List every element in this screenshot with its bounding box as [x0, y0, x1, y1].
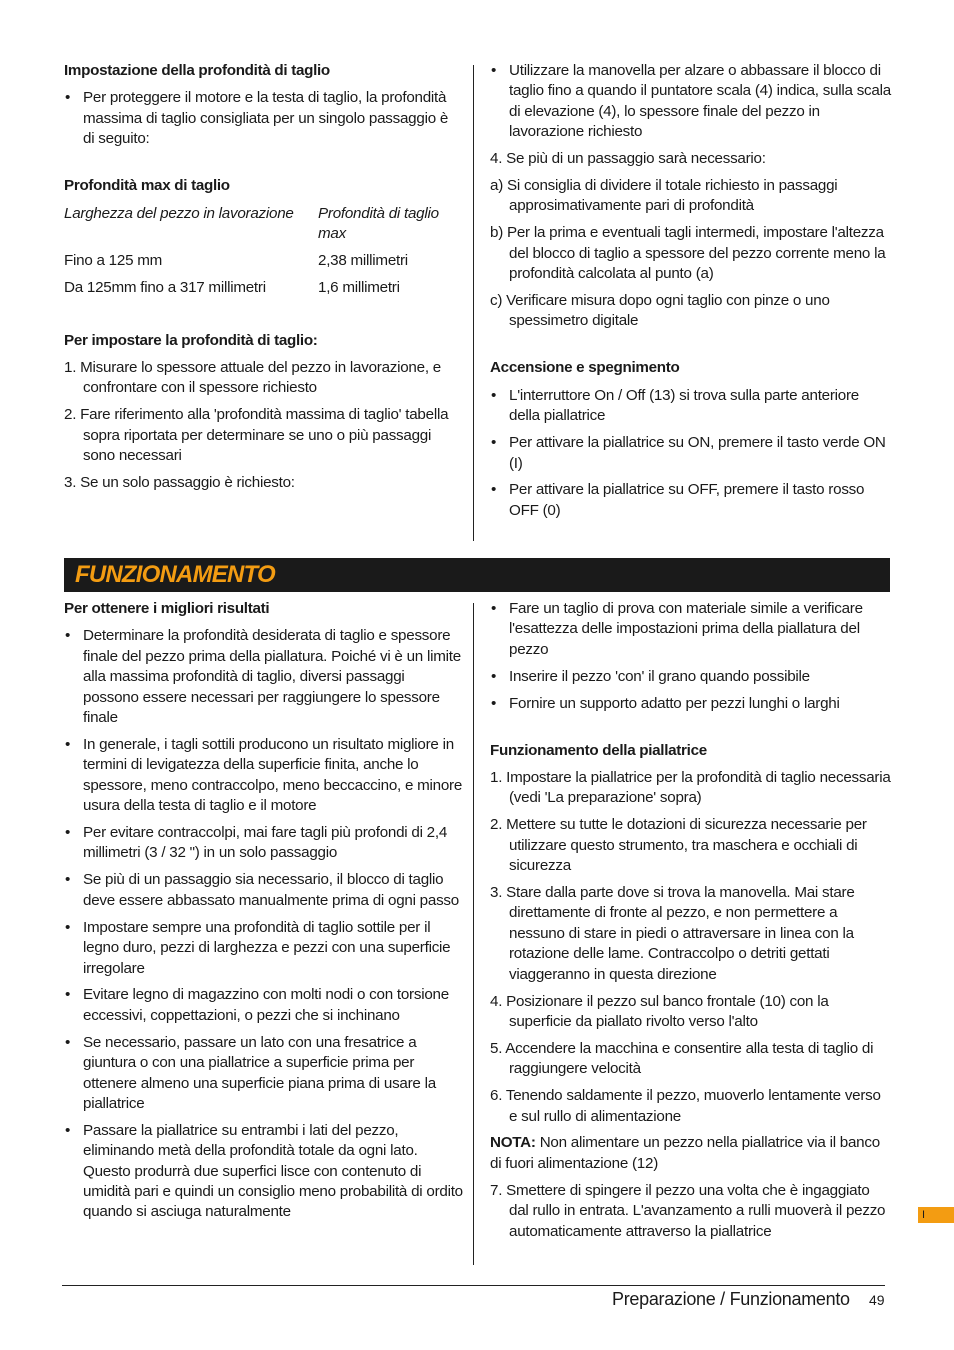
- section-title: FUNZIONAMENTO: [75, 561, 275, 588]
- table-cell: Fino a 125 mm: [64, 251, 163, 269]
- list-item: c) Verificare misura dopo ogni taglio con pinze o uno spessimetro digitale: [490, 292, 830, 330]
- table-cell: Da 125mm fino a 317 millimetri: [64, 278, 266, 296]
- list-item: • Passare la piallatrice su entrambi i lati del pezzo, eliminando metà della profondità totale da ogni lato. Questo produrrà due superfici lisce con contenuto di umidità pari e quindi un consiglio meno probabilità di ordito quando si asciuga naturalmente: [64, 1121, 464, 1223]
- heading-how-to-set-depth: Per impostare la profondità di taglio:: [64, 331, 318, 349]
- list-item: 4. Se più di un passaggio sarà necessario:: [490, 150, 766, 168]
- list-item: • Evitare legno di magazzino con molti nodi o con torsione eccessivi, coppettazioni, o pezzi che si inchinano: [64, 985, 464, 1026]
- section-band: [64, 558, 890, 592]
- list-item: • Fare un taglio di prova con materiale simile a verificare l'esattezza delle impostazioni prima della piallatura del pezzo: [490, 599, 892, 660]
- list-item: 3. Se un solo passaggio è richiesto:: [64, 474, 295, 492]
- list-item: 3. Stare dalla parte dove si trova la manovella. Mai stare direttamente di fronte al pezzo, e non permettere a nessuno di stare in piedi o attraversare in linea con la rotazione delle lame. Contraccolpo o detriti gettati viaggeranno in questa direzione: [490, 883, 855, 983]
- note-label: NOTA:: [490, 1134, 536, 1152]
- column-divider: [473, 65, 474, 541]
- list-item: a) Si consiglia di dividere il totale richiesto in passaggi approsimativamente pari di profondità: [490, 177, 838, 215]
- table-cell: 1,6 millimetri: [318, 278, 400, 296]
- bottom-right-column: [490, 599, 892, 1248]
- footer-divider: [62, 1285, 885, 1286]
- list-item: • Fornire un supporto adatto per pezzi lunghi o larghi: [490, 694, 892, 714]
- language-tab-label: I: [922, 1209, 926, 1221]
- table-header-cell: Profondità di taglio max: [318, 204, 439, 242]
- table-header-row: [64, 204, 462, 251]
- list-item: • Per attivare la piallatrice su OFF, premere il tasto rosso OFF (0): [490, 480, 892, 521]
- table-cell: 2,38 millimetri: [318, 251, 408, 269]
- list-item: • Utilizzare la manovella per alzare o abbassare il blocco di taglio fino a quando il puntatore scala (4) indica, sulla scala di elevazione (4), lo spessore finale del pezzo in lavorazione richiesto: [490, 61, 892, 143]
- heading-best-results: Per ottenere i migliori risultati: [64, 600, 270, 617]
- bottom-left-column: [64, 599, 464, 1229]
- heading-planer-operation: Funzionamento della piallatrice: [490, 741, 707, 759]
- note-text: Non alimentare un pezzo nella piallatrice via il banco di fuori alimentazione (12): [490, 1134, 880, 1172]
- table-row: [64, 278, 462, 305]
- list-item: • Impostare sempre una profondità di taglio sottile per il legno duro, pezzi di larghezza e pezzi con una superficie irregolare: [64, 918, 464, 979]
- depth-table: [64, 204, 462, 305]
- list-item: • Se necessario, passare un lato con una fresatrice a giuntura o con una piallatrice a superficie prima per ottenere almeno una superficie piana prima di usare la piallatrice: [64, 1033, 464, 1115]
- list-item: • Per evitare contraccolpi, mai fare tagli più profondi di 2,4 millimetri (3 / 32 ") in un solo passaggio: [64, 823, 464, 864]
- heading-power-on-off: Accensione e spegnimento: [490, 359, 680, 377]
- top-left-column: [64, 61, 462, 500]
- list-item: 2. Mettere su tutte le dotazioni di sicurezza necessarie per utilizzare questo strumento, tra maschera e occhiali di sicurezza: [490, 816, 867, 875]
- list-item: • L'interruttore On / Off (13) si trova sulla parte anteriore della piallatrice: [490, 386, 892, 427]
- list-item: • Inserire il pezzo 'con' il grano quando possibile: [490, 667, 892, 687]
- table-row: [64, 251, 462, 278]
- list-item: • Determinare la profondità desiderata di taglio e spessore finale del pezzo prima della piallatura. Poiché vi è un limite alla massima profondità di taglio, diversi passaggi possono essere necessari per raggiungere lo spessore finale: [64, 626, 464, 728]
- top-right-column: [490, 61, 892, 528]
- list-item: • Per proteggere il motore e la testa di taglio, la profondità massima di taglio consigliata per un singolo passaggio è di seguito:: [64, 88, 462, 149]
- list-item: 1. Misurare lo spessore attuale del pezzo in lavorazione, e confrontare con il spessore richiesto: [64, 359, 441, 397]
- heading-max-cut-depth: Profondità max di taglio: [64, 177, 230, 195]
- list-item: • In generale, i tagli sottili producono un risultato migliore in termini di levigatezza della superficie finita, anche lo spessore, meno contraccolpo, meno beccaccino, e minore usura della testa di taglio e il motore: [64, 735, 464, 817]
- footer-title: Preparazione / Funzionamento: [612, 1289, 850, 1309]
- list-item: 4. Posizionare il pezzo sul banco frontale (10) con la superficie da piallato rivolto verso l'alto: [490, 992, 829, 1030]
- list-item: 1. Impostare la piallatrice per la profondità di taglio necessaria (vedi 'La preparazione' sopra): [490, 768, 891, 807]
- table-header-cell: Larghezza del pezzo in lavorazione: [64, 204, 294, 222]
- list-item: 2. Fare riferimento alla 'profondità massima di taglio' tabella sopra riportata per determinare se uno o più passaggi sono necessari: [64, 406, 449, 465]
- heading-cut-depth-setting: Impostazione della profondità di taglio: [64, 62, 330, 79]
- list-item: • Per attivare la piallatrice su ON, premere il tasto verde ON (I): [490, 433, 892, 474]
- list-item: 7. Smettere di spingere il pezzo una volta che è ingaggiato dal rullo in entrata. L'avanzamento a rulli muoverà il pezzo automaticamente attraverso la piallatrice: [490, 1181, 886, 1240]
- language-tab: [918, 1207, 954, 1223]
- column-divider: [473, 603, 474, 1265]
- list-item: b) Per la prima e eventuali tagli intermedi, impostare l'altezza del blocco di taglio a spessore del pezzo corrente meno la profondità calcolata al punto (a): [490, 224, 886, 283]
- page-number: 49: [869, 1292, 885, 1308]
- list-item: • Se più di un passaggio sia necessario, il blocco di taglio deve essere abbassato manualmente prima di ogni passo: [64, 870, 464, 911]
- list-item: 6. Tenendo saldamente il pezzo, muoverlo lentamente verso e sul rullo di alimentazione: [490, 1087, 881, 1125]
- note-paragraph: [490, 1133, 892, 1174]
- list-item: 5. Accendere la macchina e consentire alla testa di taglio di raggiungere velocità: [490, 1039, 874, 1078]
